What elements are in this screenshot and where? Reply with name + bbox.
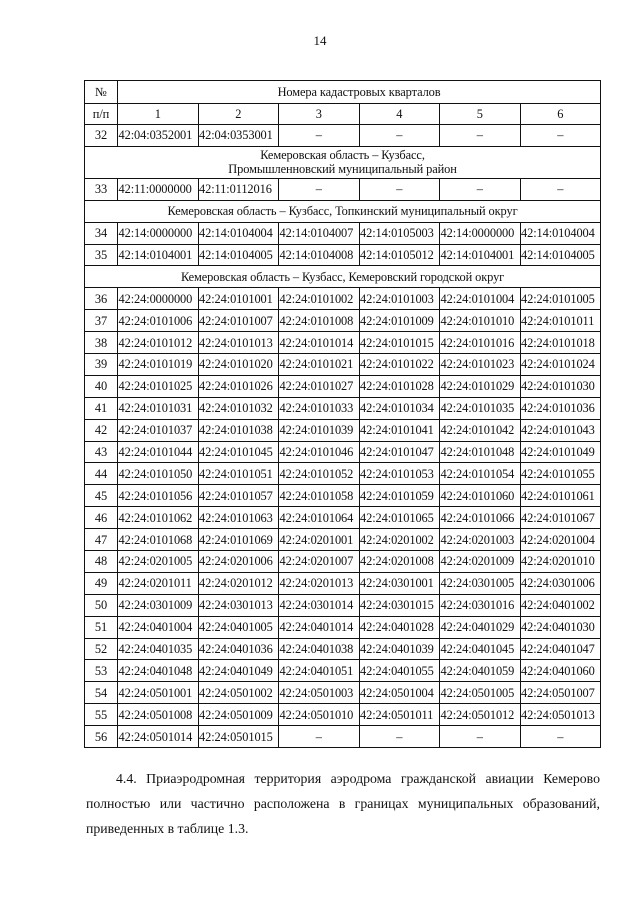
cadastral-cell: 42:14:0104005 (198, 244, 279, 266)
cadastral-cell: 42:24:0101029 (440, 375, 521, 397)
cadastral-cell: 42:24:0101042 (440, 419, 521, 441)
cadastral-cell: – (359, 726, 440, 748)
cadastral-cell: 42:24:0301009 (118, 594, 199, 616)
cadastral-cell: 42:24:0101031 (118, 397, 199, 419)
header-number: № (85, 81, 118, 104)
table-row (85, 310, 601, 332)
table-row (85, 125, 601, 147)
header-pp: п/п (85, 104, 118, 125)
table-row (85, 529, 601, 551)
cadastral-cell: 42:24:0101013 (198, 332, 279, 354)
cadastral-cell: 42:24:0101062 (118, 507, 199, 529)
cadastral-cell: 42:24:0101059 (359, 485, 440, 507)
paragraph-4-4 (86, 766, 600, 841)
cadastral-cell: 42:24:0101010 (440, 310, 521, 332)
cadastral-cell: 42:24:0501013 (520, 704, 601, 726)
cadastral-cell: 42:24:0101057 (198, 485, 279, 507)
cadastral-cell: 42:24:0101034 (359, 397, 440, 419)
cadastral-cell: 42:24:0101014 (279, 332, 360, 354)
row-number: 46 (85, 507, 118, 529)
table-row (85, 397, 601, 419)
row-number: 33 (85, 178, 118, 200)
table-row (85, 419, 601, 441)
cadastral-cell: 42:24:0501008 (118, 704, 199, 726)
cadastral-cell: 42:24:0101043 (520, 419, 601, 441)
row-number: 55 (85, 704, 118, 726)
row-number: 40 (85, 375, 118, 397)
table-row (85, 704, 601, 726)
cadastral-cell: 42:24:0401004 (118, 616, 199, 638)
row-number: 42 (85, 419, 118, 441)
section-title (85, 146, 601, 178)
cadastral-cell: 42:04:0353001 (198, 125, 279, 147)
cadastral-cell: 42:24:0101046 (279, 441, 360, 463)
cadastral-cell: 42:24:0501015 (198, 726, 279, 748)
row-number: 41 (85, 397, 118, 419)
cadastral-cell: 42:24:0101006 (118, 310, 199, 332)
cadastral-cell: 42:24:0101067 (520, 507, 601, 529)
column-number: 6 (520, 104, 601, 125)
cadastral-cell: 42:24:0201003 (440, 529, 521, 551)
cadastral-cell: 42:24:0101058 (279, 485, 360, 507)
cadastral-cell: 42:24:0101033 (279, 397, 360, 419)
cadastral-cell: 42:24:0101055 (520, 463, 601, 485)
column-number: 2 (198, 104, 279, 125)
table-row (85, 354, 601, 376)
section-title-line: Кемеровская область – Кузбасс, (260, 148, 425, 163)
cadastral-cell: 42:24:0401002 (520, 594, 601, 616)
row-number: 49 (85, 572, 118, 594)
cadastral-cell: 42:24:0101069 (198, 529, 279, 551)
cadastral-cell: 42:24:0101044 (118, 441, 199, 463)
table-row (85, 332, 601, 354)
cadastral-cell: 42:24:0101061 (520, 485, 601, 507)
section-row (85, 146, 601, 178)
cadastral-cell: 42:24:0101032 (198, 397, 279, 419)
table-row (85, 288, 601, 310)
cadastral-cell: 42:24:0401038 (279, 638, 360, 660)
cadastral-cell: 42:24:0101045 (198, 441, 279, 463)
row-number: 37 (85, 310, 118, 332)
row-number: 56 (85, 726, 118, 748)
cadastral-cell: 42:24:0401049 (198, 660, 279, 682)
table-row (85, 682, 601, 704)
cadastral-cell: 42:24:0201013 (279, 572, 360, 594)
cadastral-cell: 42:24:0401048 (118, 660, 199, 682)
cadastral-cell: 42:24:0401055 (359, 660, 440, 682)
cadastral-cell: 42:24:0101052 (279, 463, 360, 485)
cadastral-cell: 42:24:0501012 (440, 704, 521, 726)
cadastral-cell: 42:24:0401059 (440, 660, 521, 682)
cadastral-cell: 42:24:0401035 (118, 638, 199, 660)
column-number: 3 (279, 104, 360, 125)
cadastral-cell: 42:24:0101009 (359, 310, 440, 332)
cadastral-cell: 42:24:0101021 (279, 354, 360, 376)
cadastral-cell: 42:24:0000000 (118, 288, 199, 310)
cadastral-cell: 42:24:0501010 (279, 704, 360, 726)
cadastral-cell: 42:24:0101056 (118, 485, 199, 507)
cadastral-cell: – (520, 178, 601, 200)
cadastral-cell: 42:14:0104008 (279, 244, 360, 266)
cadastral-cell: 42:24:0401014 (279, 616, 360, 638)
cadastral-cell: 42:24:0101005 (520, 288, 601, 310)
cadastral-cell: 42:24:0101038 (198, 419, 279, 441)
section-title (85, 266, 601, 288)
cadastral-cell: – (359, 178, 440, 200)
cadastral-cell: 42:24:0401060 (520, 660, 601, 682)
table-body (85, 125, 601, 748)
cadastral-cell: 42:14:0104004 (520, 222, 601, 244)
table-row (85, 441, 601, 463)
section-title-line: Кемеровская область – Кузбасс, Кемеровский городской округ (180, 269, 505, 284)
cadastral-cell: 42:24:0301006 (520, 572, 601, 594)
table-row (85, 594, 601, 616)
cadastral-cell: 42:14:0105012 (359, 244, 440, 266)
cadastral-cell: 42:24:0101036 (520, 397, 601, 419)
cadastral-cell: 42:24:0101008 (279, 310, 360, 332)
cadastral-cell: – (279, 125, 360, 147)
cadastral-cell: 42:14:0105003 (359, 222, 440, 244)
cadastral-cell: 42:24:0101030 (520, 375, 601, 397)
cadastral-cell: 42:24:0101060 (440, 485, 521, 507)
cadastral-cell: 42:24:0301005 (440, 572, 521, 594)
cadastral-cell: – (279, 178, 360, 200)
table-column-numbers-row (85, 104, 601, 125)
cadastral-cell: – (520, 726, 601, 748)
column-number: 5 (440, 104, 521, 125)
row-number: 39 (85, 354, 118, 376)
cadastral-cell: – (440, 125, 521, 147)
cadastral-cell: 42:24:0101068 (118, 529, 199, 551)
table-row (85, 485, 601, 507)
row-number: 48 (85, 551, 118, 573)
cadastral-cell: 42:24:0501011 (359, 704, 440, 726)
cadastral-cell: 42:14:0104001 (440, 244, 521, 266)
cadastral-cell: 42:24:0501005 (440, 682, 521, 704)
section-title-line: Промышленновский муниципальный район (228, 162, 457, 177)
cadastral-cell: 42:24:0101016 (440, 332, 521, 354)
cadastral-cell: 42:24:0101004 (440, 288, 521, 310)
cadastral-cell: 42:24:0301014 (279, 594, 360, 616)
cadastral-cell: 42:24:0101011 (520, 310, 601, 332)
cadastral-cell: 42:24:0401051 (279, 660, 360, 682)
table-row (85, 375, 601, 397)
row-number: 54 (85, 682, 118, 704)
cadastral-cell: 42:24:0101047 (359, 441, 440, 463)
cadastral-cell: 42:24:0101001 (198, 288, 279, 310)
table-row (85, 638, 601, 660)
cadastral-cell: 42:24:0101022 (359, 354, 440, 376)
row-number: 53 (85, 660, 118, 682)
cadastral-cell: 42:24:0101064 (279, 507, 360, 529)
cadastral-cell: 42:24:0401028 (359, 616, 440, 638)
cadastral-cell: 42:24:0501007 (520, 682, 601, 704)
table-row (85, 178, 601, 200)
cadastral-cell: 42:24:0201006 (198, 551, 279, 573)
section-row (85, 266, 601, 288)
table-row (85, 222, 601, 244)
cadastral-cell: 42:11:0112016 (198, 178, 279, 200)
cadastral-cell: 42:24:0101048 (440, 441, 521, 463)
cadastral-cell: 42:24:0501014 (118, 726, 199, 748)
cadastral-cell: 42:14:0104001 (118, 244, 199, 266)
cadastral-cell: 42:24:0101063 (198, 507, 279, 529)
cadastral-cell: 42:24:0501002 (198, 682, 279, 704)
column-number: 4 (359, 104, 440, 125)
table-row (85, 507, 601, 529)
row-number: 35 (85, 244, 118, 266)
cadastral-cell: 42:24:0501003 (279, 682, 360, 704)
cadastral-cell: 42:11:0000000 (118, 178, 199, 200)
cadastral-cell: 42:24:0101066 (440, 507, 521, 529)
row-number: 52 (85, 638, 118, 660)
cadastral-cell: 42:24:0401036 (198, 638, 279, 660)
cadastral-cell: 42:24:0101025 (118, 375, 199, 397)
cadastral-cell: – (440, 726, 521, 748)
cadastral-cell: – (279, 726, 360, 748)
cadastral-cell: 42:24:0501001 (118, 682, 199, 704)
cadastral-cell: 42:24:0201007 (279, 551, 360, 573)
cadastral-cell: – (359, 125, 440, 147)
cadastral-cell: 42:24:0101019 (118, 354, 199, 376)
row-number: 36 (85, 288, 118, 310)
cadastral-cell: 42:24:0101028 (359, 375, 440, 397)
row-number: 32 (85, 125, 118, 147)
cadastral-cell: 42:24:0101020 (198, 354, 279, 376)
row-number: 51 (85, 616, 118, 638)
cadastral-cell: 42:24:0401030 (520, 616, 601, 638)
cadastral-cell: 42:24:0101023 (440, 354, 521, 376)
cadastral-cell: 42:24:0501009 (198, 704, 279, 726)
cadastral-cell: 42:24:0101035 (440, 397, 521, 419)
cadastral-cell: 42:24:0101015 (359, 332, 440, 354)
cadastral-cell: 42:24:0401005 (198, 616, 279, 638)
cadastral-cell: 42:24:0101051 (198, 463, 279, 485)
cadastral-cell: – (520, 125, 601, 147)
table-row (85, 572, 601, 594)
cadastral-cell: 42:24:0401047 (520, 638, 601, 660)
cadastral-cell: 42:24:0301016 (440, 594, 521, 616)
column-number: 1 (118, 104, 199, 125)
row-number: 43 (85, 441, 118, 463)
cadastral-quarters-table (84, 80, 601, 748)
cadastral-cell: 42:24:0101012 (118, 332, 199, 354)
row-number: 38 (85, 332, 118, 354)
section-row (85, 200, 601, 222)
cadastral-cell: 42:24:0101065 (359, 507, 440, 529)
cadastral-cell: 42:24:0101003 (359, 288, 440, 310)
cadastral-cell: 42:24:0501004 (359, 682, 440, 704)
cadastral-cell: 42:24:0301001 (359, 572, 440, 594)
header-cadastral-numbers: Номера кадастровых кварталов (118, 81, 601, 104)
paragraph-text: 4.4. Приаэродромная территория аэродрома гражданской авиации Кемерово полностью или частично расположена в границах муниципальных образований, приведенных в таблице 1.3. (86, 770, 600, 836)
cadastral-cell: 42:04:0352001 (118, 125, 199, 147)
cadastral-cell: 42:24:0401045 (440, 638, 521, 660)
section-title (85, 200, 601, 222)
cadastral-cell: 42:24:0301015 (359, 594, 440, 616)
cadastral-cell: 42:14:0000000 (118, 222, 199, 244)
cadastral-cell: 42:24:0201004 (520, 529, 601, 551)
cadastral-cell: 42:24:0101024 (520, 354, 601, 376)
cadastral-cell: 42:24:0201010 (520, 551, 601, 573)
cadastral-cell: 42:24:0401039 (359, 638, 440, 660)
cadastral-cell: 42:24:0301013 (198, 594, 279, 616)
cadastral-cell: 42:24:0201002 (359, 529, 440, 551)
table-header-row (85, 81, 601, 104)
table-row (85, 660, 601, 682)
table-row (85, 726, 601, 748)
cadastral-cell: 42:24:0101053 (359, 463, 440, 485)
cadastral-cell: 42:24:0101002 (279, 288, 360, 310)
cadastral-cell: 42:14:0000000 (440, 222, 521, 244)
cadastral-cell: 42:24:0201008 (359, 551, 440, 573)
cadastral-cell: 42:24:0201011 (118, 572, 199, 594)
cadastral-cell: 42:24:0201001 (279, 529, 360, 551)
row-number: 47 (85, 529, 118, 551)
cadastral-cell: 42:24:0101027 (279, 375, 360, 397)
cadastral-cell: 42:24:0101037 (118, 419, 199, 441)
row-number: 44 (85, 463, 118, 485)
cadastral-cell: 42:14:0104004 (198, 222, 279, 244)
row-number: 34 (85, 222, 118, 244)
page-number: 14 (313, 33, 327, 48)
cadastral-cell: 42:14:0104007 (279, 222, 360, 244)
cadastral-cell: 42:24:0101054 (440, 463, 521, 485)
cadastral-cell: 42:24:0101049 (520, 441, 601, 463)
cadastral-cell: 42:24:0101039 (279, 419, 360, 441)
cadastral-cell: 42:24:0401029 (440, 616, 521, 638)
section-title-line: Кемеровская область – Кузбасс, Топкинский муниципальный округ (167, 204, 518, 219)
cadastral-cell: 42:24:0101050 (118, 463, 199, 485)
table-row (85, 244, 601, 266)
cadastral-cell: 42:24:0201009 (440, 551, 521, 573)
cadastral-cell: 42:24:0101041 (359, 419, 440, 441)
cadastral-cell: 42:24:0101026 (198, 375, 279, 397)
table-row (85, 551, 601, 573)
cadastral-cell: 42:24:0101018 (520, 332, 601, 354)
row-number: 45 (85, 485, 118, 507)
table-row (85, 616, 601, 638)
table-row (85, 463, 601, 485)
cadastral-cell: 42:24:0101007 (198, 310, 279, 332)
cadastral-cell: – (440, 178, 521, 200)
row-number: 50 (85, 594, 118, 616)
cadastral-cell: 42:24:0201012 (198, 572, 279, 594)
cadastral-cell: 42:24:0201005 (118, 551, 199, 573)
cadastral-cell: 42:14:0104005 (520, 244, 601, 266)
